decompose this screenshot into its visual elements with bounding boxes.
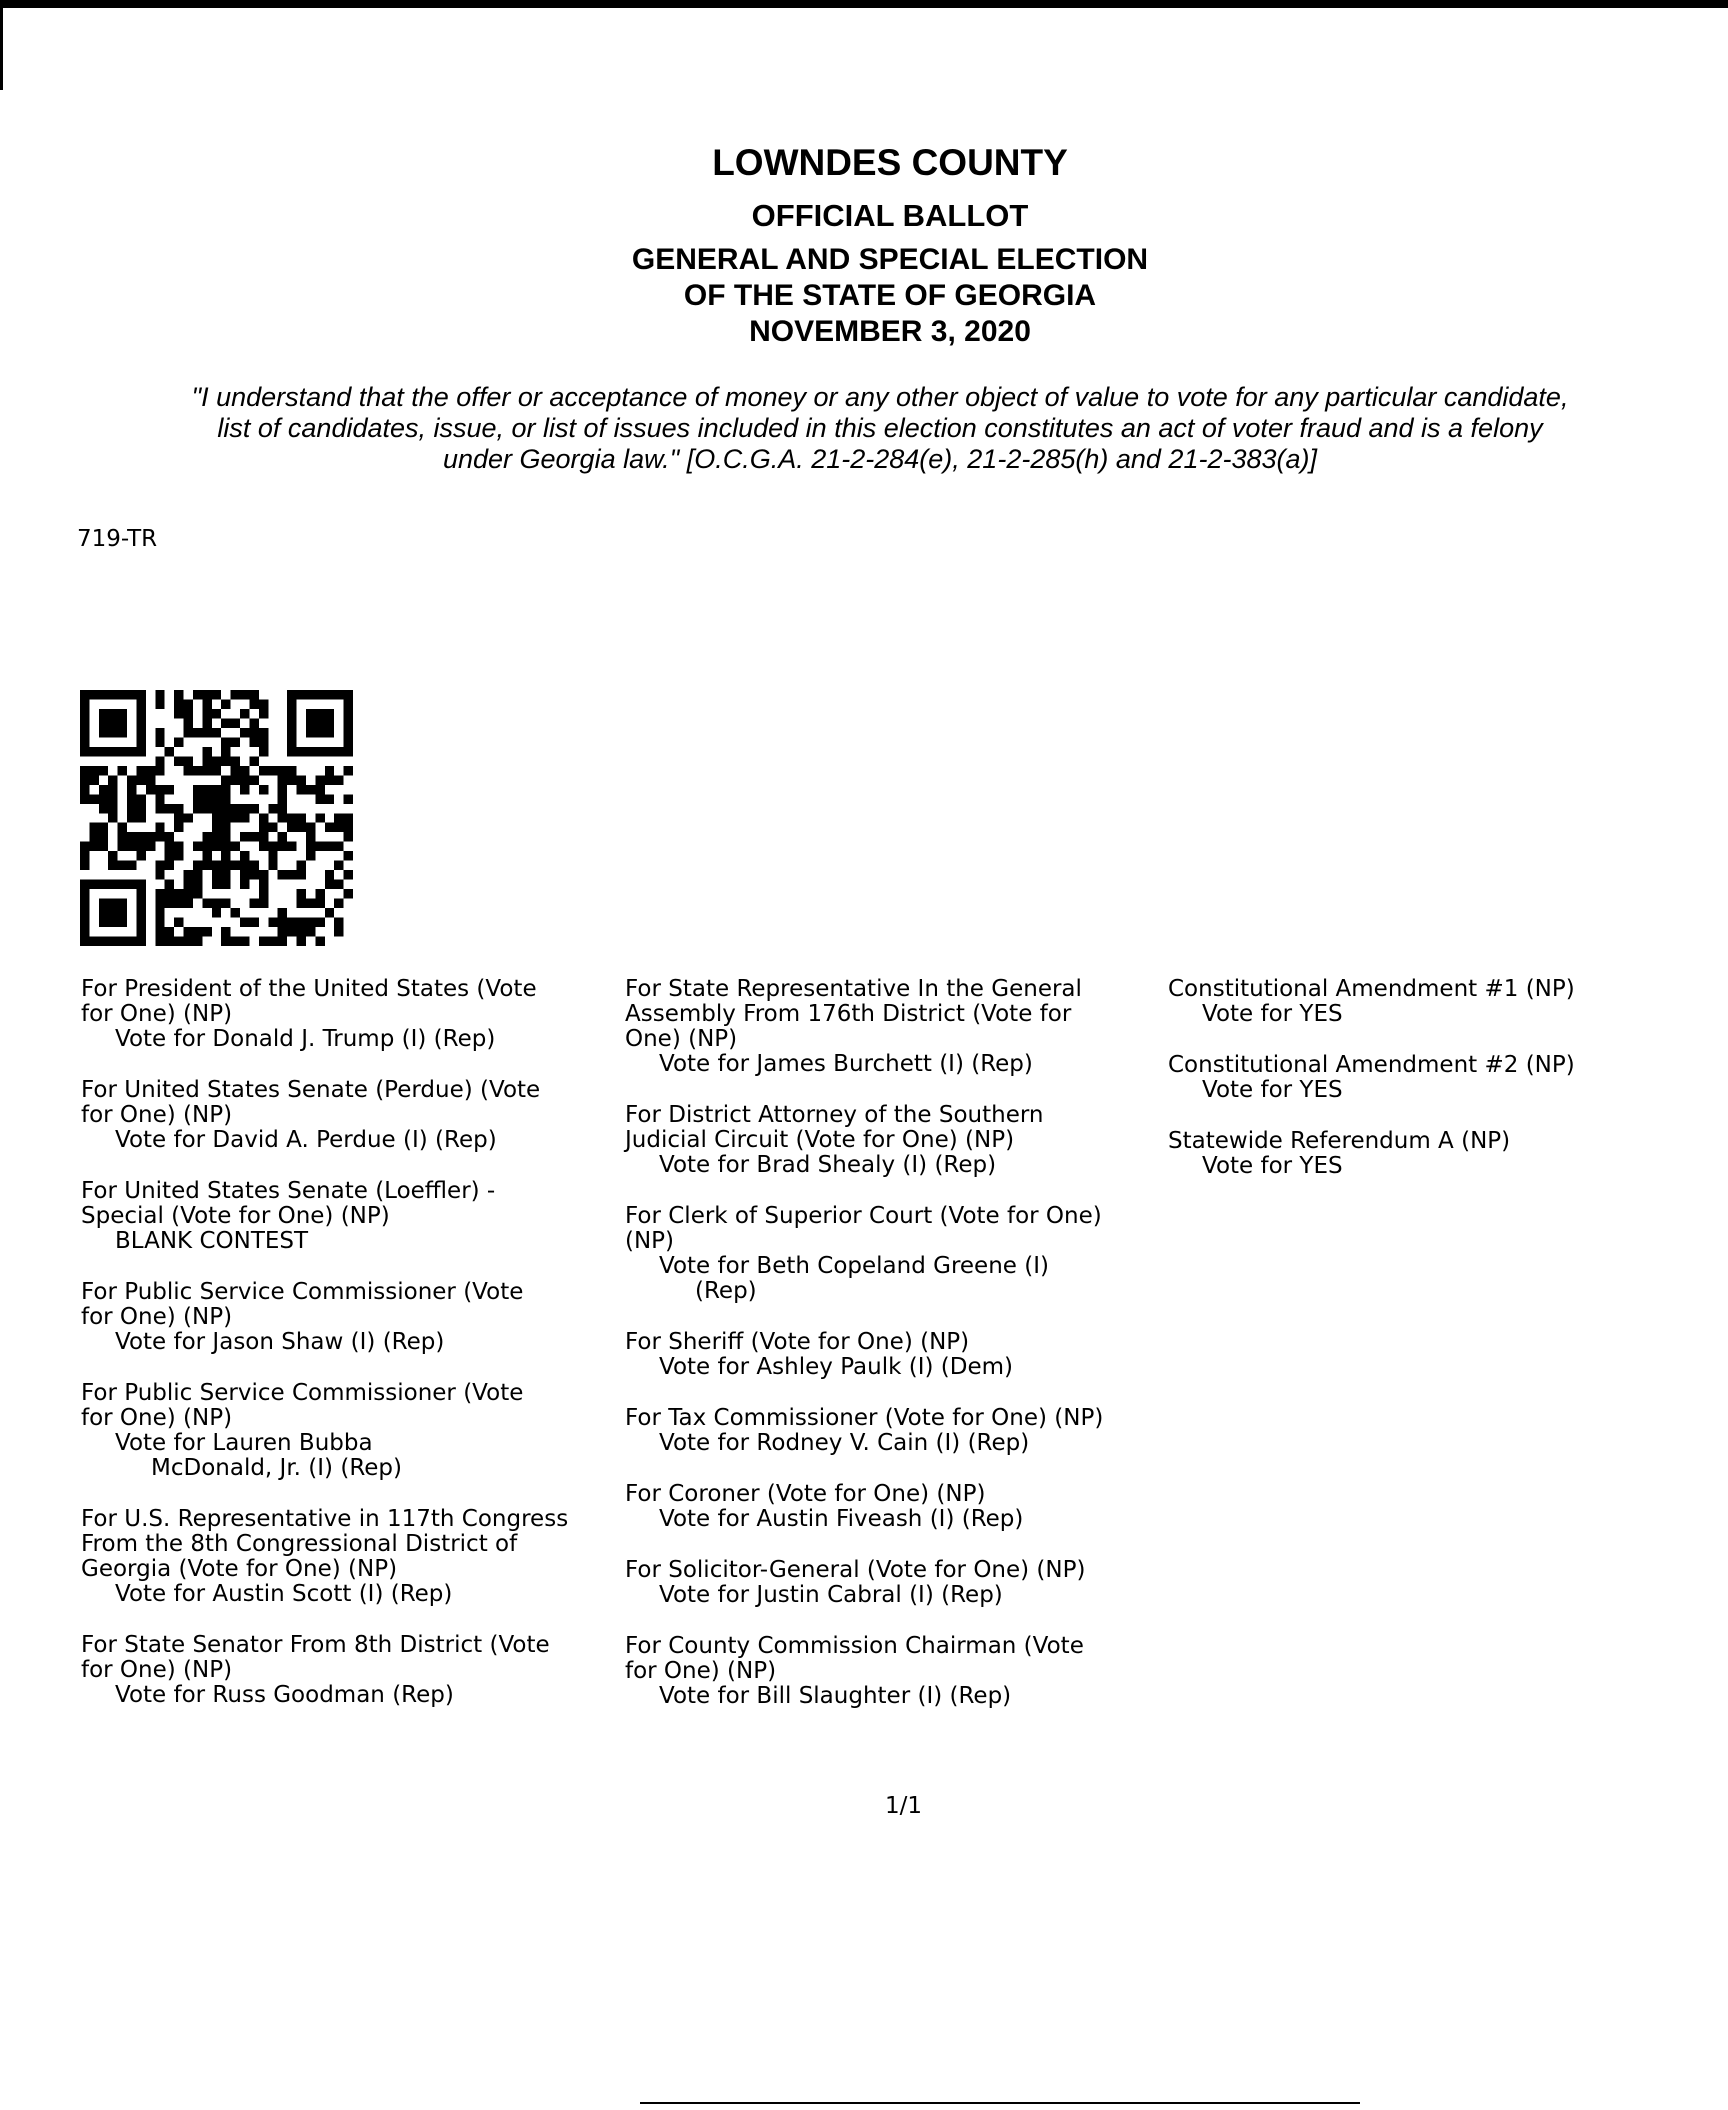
contest-title-line: For Coroner (Vote for One) (NP): [625, 1481, 986, 1507]
contest-title-line: (NP): [625, 1228, 675, 1254]
notice-line: under Georgia law." [O.C.G.A. 21-2-284(e), 21-2-285(h) and 21-2-383(a)]: [442, 444, 1318, 474]
contest-title-line: From the 8th Congressional District of: [81, 1531, 518, 1557]
vote-selection: Vote for Russ Goodman (Rep): [115, 1682, 454, 1708]
vote-selection: Vote for YES: [1202, 1001, 1343, 1027]
contest-block: [625, 1330, 1165, 1380]
vote-selection: Vote for David A. Perdue (I) (Rep): [115, 1127, 497, 1153]
vote-selection: Vote for Donald J. Trump (I) (Rep): [115, 1026, 496, 1052]
contest-title-line: One) (NP): [625, 1026, 738, 1052]
vote-selection: Vote for YES: [1202, 1153, 1343, 1179]
vote-selection: Vote for Ashley Paulk (I) (Dem): [659, 1354, 1013, 1380]
page-number: 1/1: [885, 1793, 923, 1819]
contest-block: [81, 1179, 621, 1254]
ballot-header: [0, 136, 1728, 350]
contest-block: [625, 1103, 1165, 1178]
contest-block: [1168, 1129, 1708, 1179]
contest-title-line: for One) (NP): [81, 1657, 233, 1683]
contest-title-line: For United States Senate (Loeffler) -: [81, 1178, 496, 1204]
contest-block: [625, 1406, 1165, 1456]
contest-title-line: For U.S. Representative in 117th Congress: [81, 1506, 569, 1532]
election-title-line2: OF THE STATE OF GEORGIA: [683, 279, 1097, 312]
contest-title-line: for One) (NP): [81, 1001, 233, 1027]
election-title-line1: GENERAL AND SPECIAL ELECTION: [631, 243, 1149, 276]
contest-title-line: Special (Vote for One) (NP): [81, 1203, 390, 1229]
vote-selection: Vote for James Burchett (I) (Rep): [659, 1051, 1033, 1077]
contest-title-line: Constitutional Amendment #1 (NP): [1168, 976, 1575, 1002]
contest-block: [625, 977, 1165, 1077]
contest-title-line: for One) (NP): [81, 1304, 233, 1330]
vote-selection: Vote for Lauren Bubba: [115, 1430, 373, 1456]
vote-selection: Vote for Brad Shealy (I) (Rep): [659, 1152, 997, 1178]
top-border: [0, 0, 1728, 8]
contest-title-line: Constitutional Amendment #2 (NP): [1168, 1052, 1575, 1078]
left-scan-edge: [0, 0, 3, 90]
vote-selection: Vote for Jason Shaw (I) (Rep): [115, 1329, 445, 1355]
notice-line: "I understand that the offer or acceptance of money or any other object of value to vote for any particular candidate,: [191, 382, 1569, 412]
bottom-rule: [640, 2102, 1360, 2104]
vote-selection: (Rep): [695, 1278, 757, 1304]
qr-code-icon: [80, 690, 353, 946]
vote-selection: Vote for Austin Fiveash (I) (Rep): [659, 1506, 1024, 1532]
contest-block: [1168, 977, 1708, 1027]
contest-title-line: For State Senator From 8th District (Vote: [81, 1632, 550, 1658]
contest-title-line: For President of the United States (Vote: [81, 976, 537, 1002]
contest-title-line: Judicial Circuit (Vote for One) (NP): [625, 1127, 1015, 1153]
vote-selection: Vote for Justin Cabral (I) (Rep): [659, 1582, 1003, 1608]
vote-selection: BLANK CONTEST: [115, 1228, 309, 1254]
vote-selection: McDonald, Jr. (I) (Rep): [151, 1455, 402, 1481]
contest-column-2: [625, 977, 1165, 1735]
contest-column-1: [81, 977, 621, 1734]
vote-selection: Vote for Austin Scott (I) (Rep): [115, 1581, 453, 1607]
contest-title-line: For United States Senate (Perdue) (Vote: [81, 1077, 541, 1103]
contest-title-line: For State Representative In the General: [625, 976, 1082, 1002]
vote-selection: Vote for Beth Copeland Greene (I): [659, 1253, 1049, 1279]
contest-title-line: for One) (NP): [81, 1405, 233, 1431]
contest-title-line: Georgia (Vote for One) (NP): [81, 1556, 398, 1582]
ballot-style-code: 719-TR: [77, 526, 158, 552]
contest-title-line: For County Commission Chairman (Vote: [625, 1633, 1084, 1659]
ballot-type: OFFICIAL BALLOT: [751, 198, 1029, 233]
contest-title-line: For Public Service Commissioner (Vote: [81, 1279, 524, 1305]
contest-title-line: for One) (NP): [81, 1102, 233, 1128]
contest-block: [81, 1633, 621, 1708]
contest-block: [625, 1558, 1165, 1608]
contest-block: [625, 1482, 1165, 1532]
contest-title-line: For Tax Commissioner (Vote for One) (NP): [625, 1405, 1104, 1431]
contest-title-line: For Sheriff (Vote for One) (NP): [625, 1329, 970, 1355]
vote-selection: Vote for Rodney V. Cain (I) (Rep): [659, 1430, 1030, 1456]
contest-block: [625, 1204, 1165, 1304]
contest-block: [81, 1507, 621, 1607]
voter-fraud-notice: [80, 382, 1680, 475]
contest-block: [81, 1381, 621, 1481]
contest-block: [81, 1280, 621, 1355]
notice-line: list of candidates, issue, or list of issues included in this election constitutes an act of voter fraud and is a felony: [217, 413, 1543, 443]
vote-selection: Vote for YES: [1202, 1077, 1343, 1103]
contest-title-line: Assembly From 176th District (Vote for: [625, 1001, 1072, 1027]
vote-selection: Vote for Bill Slaughter (I) (Rep): [659, 1683, 1012, 1709]
contest-column-3: [1168, 977, 1708, 1205]
contest-block: [81, 977, 621, 1052]
contest-title-line: For District Attorney of the Southern: [625, 1102, 1044, 1128]
contest-block: [81, 1078, 621, 1153]
contest-title-line: for One) (NP): [625, 1658, 777, 1684]
county-name: LOWNDES COUNTY: [712, 142, 1068, 183]
contest-block: [625, 1634, 1165, 1709]
contest-block: [1168, 1053, 1708, 1103]
contest-title-line: For Public Service Commissioner (Vote: [81, 1380, 524, 1406]
election-date: NOVEMBER 3, 2020: [749, 315, 1031, 348]
contest-title-line: For Solicitor-General (Vote for One) (NP): [625, 1557, 1086, 1583]
contest-title-line: For Clerk of Superior Court (Vote for One): [625, 1203, 1102, 1229]
contest-title-line: Statewide Referendum A (NP): [1168, 1128, 1511, 1154]
